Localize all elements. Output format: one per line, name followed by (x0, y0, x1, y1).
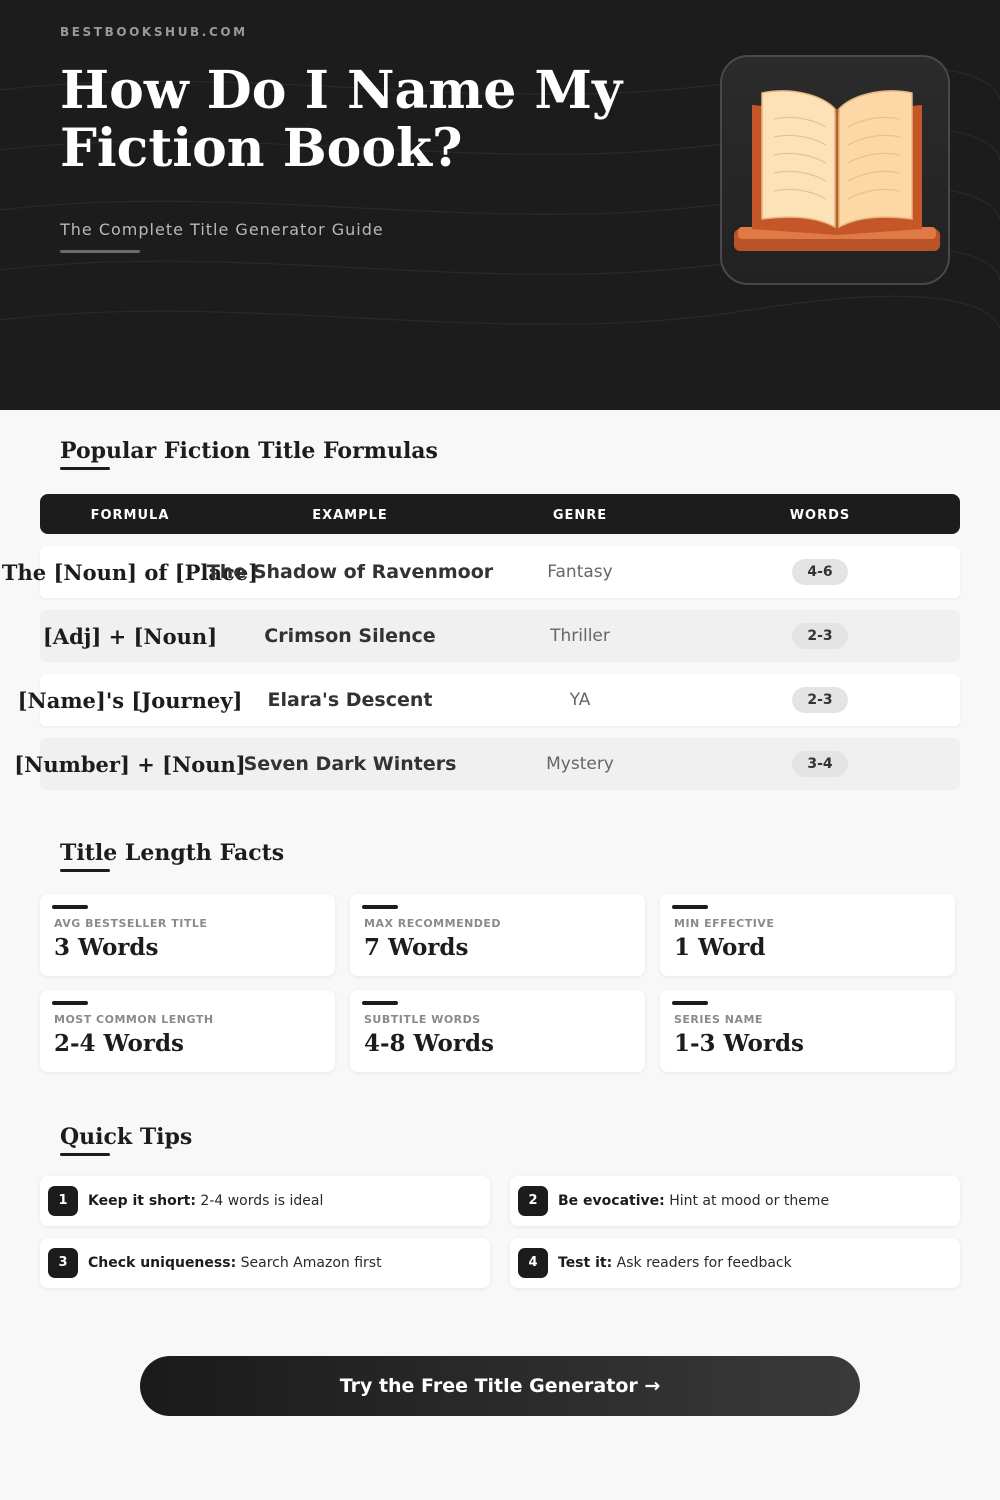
tip-number-badge: 1 (48, 1186, 78, 1216)
tip-title: Keep it short: (88, 1193, 196, 1209)
column-header-formula: FORMULA (90, 508, 170, 523)
table-row (40, 610, 960, 662)
words-badge: 2-3 (792, 687, 848, 713)
tip-detail: Hint at mood or theme (664, 1193, 830, 1209)
fact-label: SERIES NAME (674, 1013, 763, 1026)
card-accent-bar (672, 905, 708, 909)
tip-text (88, 1176, 323, 1226)
formula-cell: [Adj] + [Noun] (42, 623, 218, 649)
site-name: BESTBOOKSHUB.COM (60, 25, 248, 39)
example-cell: The Shadow of Ravenmoor (206, 561, 494, 583)
hero-banner (0, 0, 1000, 410)
words-cell (740, 546, 900, 598)
words-badge: 4-6 (792, 559, 848, 585)
tip-number-badge: 4 (518, 1248, 548, 1278)
tip-item (40, 1238, 490, 1288)
table-row (17, 674, 960, 726)
words-cell (740, 610, 900, 662)
card-accent-bar (362, 1001, 398, 1005)
genre-cell: Thriller (550, 626, 610, 646)
fact-label: MOST COMMON LENGTH (54, 1013, 214, 1026)
formula-cell: The [Noun] of [Place] (1, 559, 259, 585)
genre-cell: YA (569, 690, 591, 710)
fact-card (350, 894, 645, 976)
tip-item (40, 1176, 490, 1226)
fact-label: SUBTITLE WORDS (364, 1013, 481, 1026)
fact-label: MAX RECOMMENDED (364, 917, 502, 930)
formulas-heading: Popular Fiction Title Formulas (60, 438, 438, 464)
page-subtitle: The Complete Title Generator Guide (60, 220, 384, 239)
fact-label: MIN EFFECTIVE (674, 917, 775, 930)
fact-card (660, 894, 955, 976)
tip-number-badge: 3 (48, 1248, 78, 1278)
tip-detail: Ask readers for feedback (612, 1255, 792, 1271)
fact-card (40, 894, 335, 976)
card-accent-bar (52, 1001, 88, 1005)
card-accent-bar (362, 905, 398, 909)
tip-title: Test it: (558, 1255, 613, 1271)
column-header-genre: GENRE (552, 508, 608, 523)
fact-value: 3 Words (54, 934, 159, 961)
column-header-example: EXAMPLE (312, 508, 388, 523)
genre-cell: Mystery (546, 754, 614, 774)
fact-value: 2-4 Words (54, 1030, 185, 1057)
fact-card (40, 990, 335, 1072)
fact-value: 1-3 Words (674, 1030, 805, 1057)
open-book-icon (722, 57, 952, 287)
fact-card (350, 990, 645, 1072)
words-cell (740, 738, 900, 790)
tip-text (558, 1238, 792, 1288)
title-generator-button[interactable]: Try the Free Title Generator → (140, 1356, 860, 1416)
formulas-heading-underline (60, 467, 110, 470)
tip-detail: 2-4 words is ideal (195, 1193, 324, 1209)
fact-value: 4-8 Words (364, 1030, 495, 1057)
fact-card (660, 990, 955, 1072)
fact-label: AVG BESTSELLER TITLE (54, 917, 208, 930)
formula-table-header (40, 494, 960, 534)
tip-title: Check uniqueness: (88, 1255, 237, 1271)
facts-heading: Title Length Facts (60, 840, 285, 866)
tip-text (558, 1176, 829, 1226)
book-tile (720, 55, 950, 285)
formula-cell: [Number] + [Noun] (14, 751, 246, 777)
example-cell: Elara's Descent (267, 689, 433, 711)
tips-heading-underline (60, 1153, 110, 1156)
tip-detail: Search Amazon first (236, 1255, 382, 1271)
example-cell: Seven Dark Winters (243, 753, 457, 775)
fact-value: 7 Words (364, 934, 469, 961)
page-title: How Do I Name My Fiction Book? (60, 60, 623, 179)
tip-title: Be evocative: (558, 1193, 665, 1209)
tip-item (510, 1176, 960, 1226)
tips-heading: Quick Tips (60, 1124, 193, 1150)
fact-value: 1 Word (674, 934, 766, 961)
facts-heading-underline (60, 869, 110, 872)
tip-number-badge: 2 (518, 1186, 548, 1216)
example-cell: Crimson Silence (264, 625, 436, 647)
words-cell (740, 674, 900, 726)
column-header-words: WORDS (789, 508, 851, 523)
genre-cell: Fantasy (547, 562, 613, 582)
words-badge: 2-3 (792, 623, 848, 649)
card-accent-bar (672, 1001, 708, 1005)
table-row (1, 546, 960, 598)
table-row (14, 738, 960, 790)
card-accent-bar (52, 905, 88, 909)
tip-item (510, 1238, 960, 1288)
subtitle-underline (60, 250, 140, 253)
formula-cell: [Name]'s [Journey] (17, 687, 243, 713)
tip-text (88, 1238, 382, 1288)
words-badge: 3-4 (792, 751, 848, 777)
